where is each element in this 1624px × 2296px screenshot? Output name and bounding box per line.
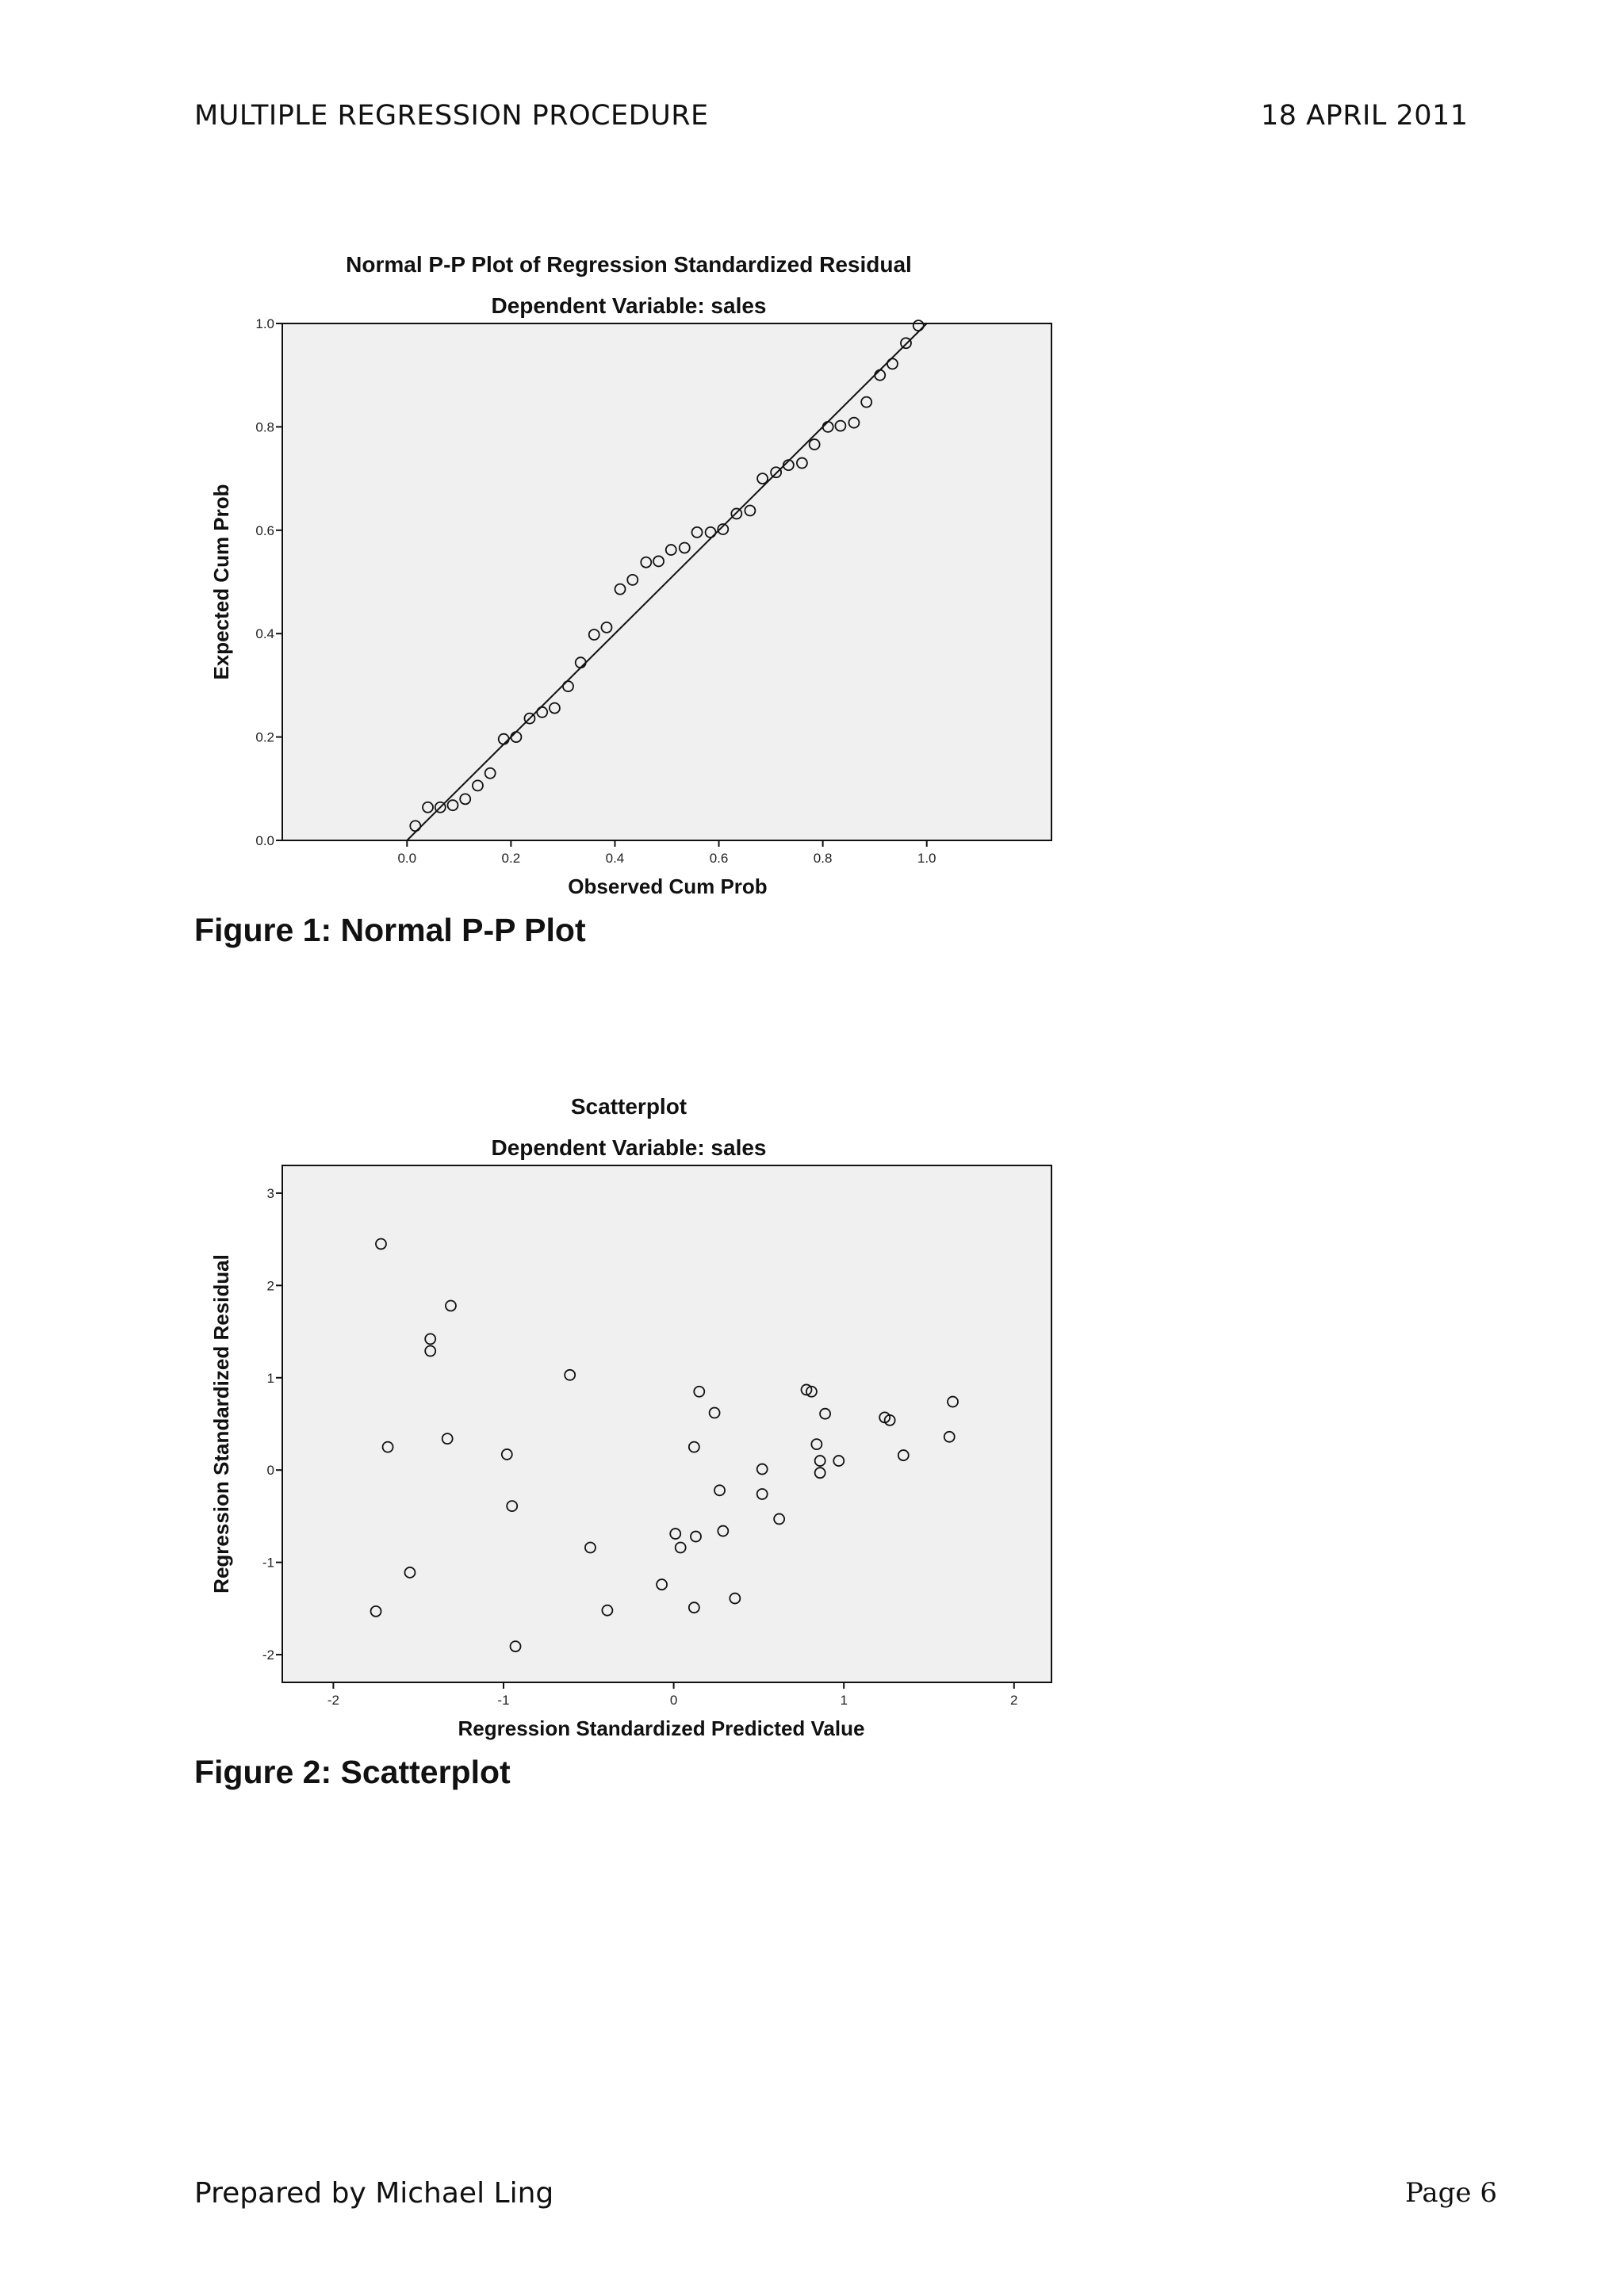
footer-page-number: Page 6 bbox=[1405, 2177, 1497, 2209]
y-tick-label: -2 bbox=[262, 1647, 274, 1663]
x-tick-label: -1 bbox=[497, 1693, 510, 1708]
y-axis bbox=[255, 316, 282, 848]
y-axis bbox=[262, 1186, 282, 1663]
x-tick-label: 2 bbox=[1010, 1693, 1018, 1708]
plot-area bbox=[282, 1165, 1051, 1682]
x-tick-label: 0.6 bbox=[709, 851, 729, 866]
y-tick-label: 0.2 bbox=[255, 729, 274, 745]
chart-subtitle: Dependent Variable: sales bbox=[491, 1135, 767, 1160]
header-title: MULTIPLE REGRESSION PROCEDURE bbox=[194, 100, 709, 132]
footer-author: Prepared by Michael Ling bbox=[194, 2177, 554, 2210]
scatterplot-chart bbox=[190, 1080, 1078, 1754]
y-tick-label: 0.8 bbox=[255, 419, 274, 435]
figure-caption: Figure 2: Scatterplot bbox=[194, 1754, 511, 1790]
figure-caption: Figure 1: Normal P-P Plot bbox=[194, 912, 586, 948]
x-axis-label: Regression Standardized Predicted Value bbox=[458, 1716, 865, 1740]
x-axis bbox=[397, 840, 936, 866]
x-axis bbox=[327, 1682, 1018, 1708]
chart-subtitle: Dependent Variable: sales bbox=[491, 293, 767, 318]
y-tick-label: 0.0 bbox=[255, 833, 274, 848]
chart-title: Scatterplot bbox=[570, 1094, 688, 1119]
y-axis-label: Regression Standardized Residual bbox=[209, 1254, 233, 1594]
x-tick-label: 0 bbox=[669, 1693, 678, 1708]
y-tick-label: 3 bbox=[266, 1185, 274, 1201]
y-tick-label: 0.4 bbox=[255, 626, 274, 642]
y-tick-label: -1 bbox=[262, 1555, 274, 1571]
pp-plot-chart bbox=[190, 238, 1078, 912]
header-date: 18 APRIL 2011 bbox=[1261, 100, 1469, 132]
x-axis-label: Observed Cum Prob bbox=[568, 874, 768, 898]
chart-title: Normal P-P Plot of Regression Standardized Residual bbox=[346, 252, 912, 277]
y-axis-label: Expected Cum Prob bbox=[209, 484, 233, 680]
x-tick-label: 0.2 bbox=[501, 851, 521, 866]
y-tick-label: 0 bbox=[266, 1463, 274, 1479]
y-tick-label: 1 bbox=[266, 1370, 274, 1386]
x-tick-label: 1.0 bbox=[917, 851, 936, 866]
figure-2 bbox=[190, 1080, 1078, 1791]
x-tick-label: 0.8 bbox=[813, 851, 833, 866]
x-tick-label: -2 bbox=[327, 1693, 339, 1708]
x-tick-label: 0.4 bbox=[605, 851, 625, 866]
y-tick-label: 0.6 bbox=[255, 522, 274, 538]
y-tick-label: 1.0 bbox=[255, 316, 274, 331]
figure-1 bbox=[190, 238, 1078, 949]
x-tick-label: 0.0 bbox=[397, 851, 417, 866]
x-tick-label: 1 bbox=[840, 1693, 848, 1708]
y-tick-label: 2 bbox=[266, 1278, 274, 1294]
